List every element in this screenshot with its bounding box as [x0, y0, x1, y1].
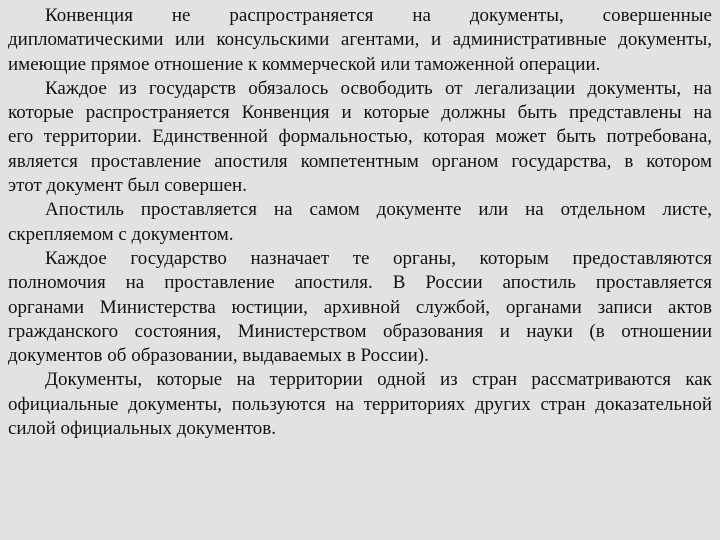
text-line: которые распространяется Конвенция и которые должны быть представлены на	[8, 102, 712, 124]
text-line: Документы, которые на территории одной из стран рассматриваются как	[45, 369, 712, 391]
text-line: Апостиль проставляется на самом документе или на отдельном листе,	[45, 199, 712, 221]
text-line: дипломатическими или консульскими агентами, и административные документы,	[8, 29, 712, 51]
text-line: Каждое государство назначает те органы, которым предоставляются	[45, 247, 712, 269]
text-line: скрепляемом с документом.	[8, 223, 234, 245]
text-line: органами Министерства юстиции, архивной службой, органами записи актов	[8, 296, 712, 318]
paragraph	[8, 368, 712, 441]
document-text	[8, 4, 712, 441]
paragraph	[8, 77, 712, 198]
text-line: силой официальных документов.	[8, 418, 277, 440]
paragraph	[8, 247, 712, 368]
paragraph	[8, 198, 712, 247]
text-line: документов об образовании, выдаваемых в России).	[8, 345, 429, 367]
paragraph	[8, 4, 712, 77]
text-line: официальные документы, пользуются на территориях других стран доказательной	[8, 393, 712, 415]
text-line: его территории. Единственной формальностью, которая может быть потребована,	[8, 126, 712, 148]
text-line: гражданского состояния, Министерством образования и науки (в отношении	[8, 320, 712, 342]
text-line: Каждое из государств обязалось освободить от легализации документы, на	[45, 77, 712, 99]
text-line: имеющие прямое отношение к коммерческой или таможенной операции.	[8, 53, 601, 75]
text-line: является проставление апостиля компетентным органом государства, в котором	[8, 150, 712, 172]
text-line: Конвенция не распространяется на документы, совершенные	[45, 5, 712, 26]
text-line: этот документ был совершен.	[8, 175, 247, 197]
text-line: полномочия на проставление апостиля. В России апостиль проставляется	[8, 272, 712, 294]
